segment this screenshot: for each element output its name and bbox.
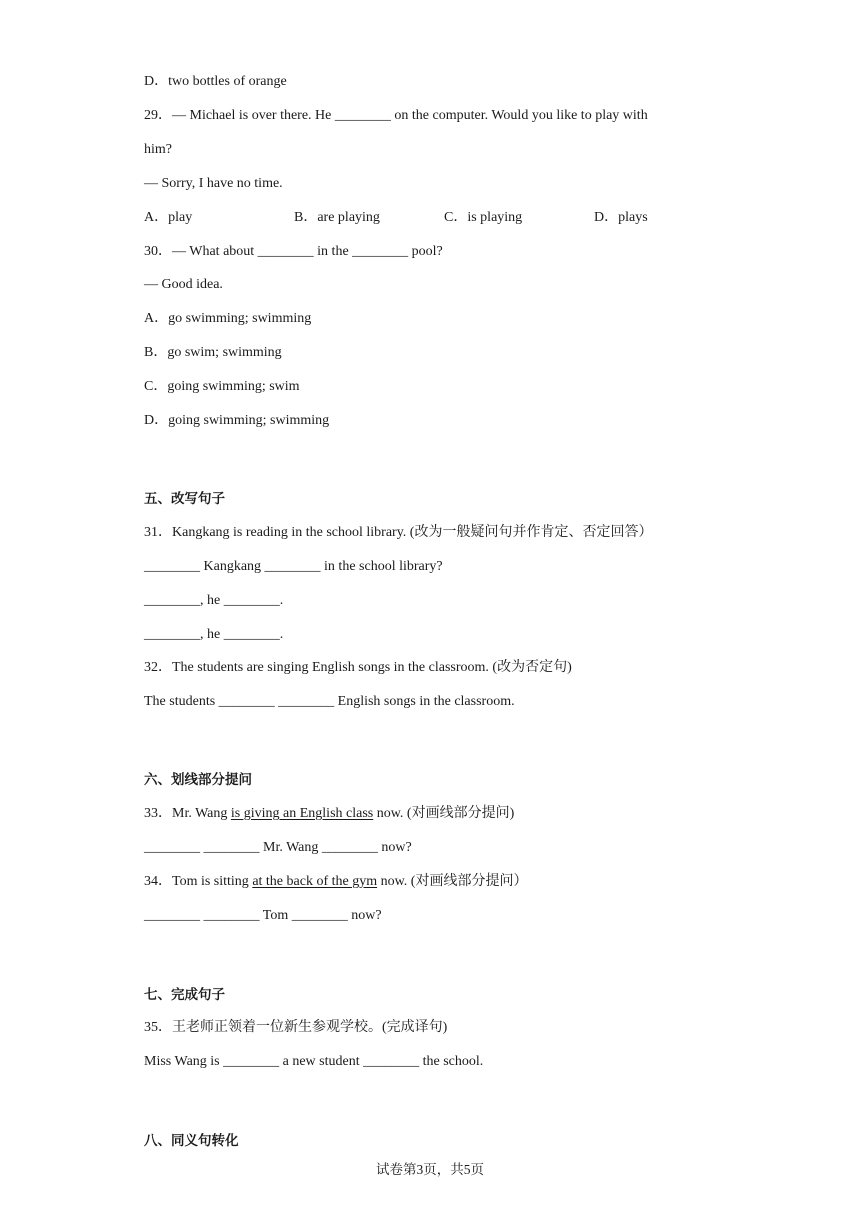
q33-stem-post: now. (对画线部分提问) [373, 806, 515, 821]
q31-answer-line1: ________ Kangkang ________ in the school library? [144, 559, 443, 574]
section8-heading: 八、同义句转化 [144, 1133, 239, 1149]
q31-answer-line3: ________, he ________. [144, 627, 284, 642]
section6-heading: 六、划线部分提问 [144, 772, 252, 788]
q30-option-a: A．go swimming; swimming [144, 311, 312, 326]
q30-option-b: B．go swim; swimming [144, 345, 282, 360]
q35-stem: 35．王老师正领着一位新生参观学校。(完成译句) [144, 1020, 448, 1035]
q32-stem: 32．The students are singing English songs in the classroom. (改为否定句) [144, 660, 572, 675]
q29-option-a: A．play [144, 210, 193, 225]
q31-stem: 31．Kangkang is reading in the school library. (改为一般疑问句并作肯定、否定回答） [144, 525, 653, 540]
q29-stem-line2: him? [144, 142, 172, 157]
q29-stem-line3: — Sorry, I have no time. [144, 176, 283, 191]
section7-heading: 七、完成句子 [144, 987, 225, 1003]
q29-option-d: D．plays [594, 210, 648, 225]
q34-stem [144, 873, 527, 891]
q31-answer-line2: ________, he ________. [144, 593, 284, 608]
q34-stem-pre: 34．Tom is sitting [144, 874, 253, 889]
q34-stem-post: now. (对画线部分提问） [377, 874, 528, 889]
q29-option-c: C．is playing [444, 210, 523, 225]
q33-underlined-part: is giving an English class [230, 806, 374, 821]
q33-answer-line1: ________ ________ Mr. Wang ________ now? [144, 840, 412, 855]
q30-option-d: D．going swimming; swimming [144, 413, 330, 428]
page-footer: 试卷第3页，共5页 [376, 1162, 484, 1177]
q33-stem [144, 805, 514, 823]
q29-option-b: B．are playing [294, 210, 380, 225]
q32-answer-line1: The students ________ ________ English songs in the classroom. [144, 694, 515, 709]
q35-answer-line1: Miss Wang is ________ a new student ________ the school. [144, 1054, 484, 1069]
q34-underlined-part: at the back of the gym [252, 874, 378, 889]
q33-stem-pre: 33．Mr. Wang [144, 806, 231, 821]
q30-option-c: C．going swimming; swim [144, 379, 300, 394]
line-q28-option-d: D．two bottles of orange [144, 74, 287, 89]
q34-answer-line1: ________ ________ Tom ________ now? [144, 908, 382, 923]
q30-stem-line2: — Good idea. [144, 277, 223, 292]
section5-heading: 五、改写句子 [144, 491, 225, 507]
q29-stem-line1: 29．— Michael is over there. He ________ on the computer. Would you like to play with [144, 108, 648, 123]
q30-stem-line1: 30．— What about ________ in the ________ pool? [144, 244, 443, 259]
